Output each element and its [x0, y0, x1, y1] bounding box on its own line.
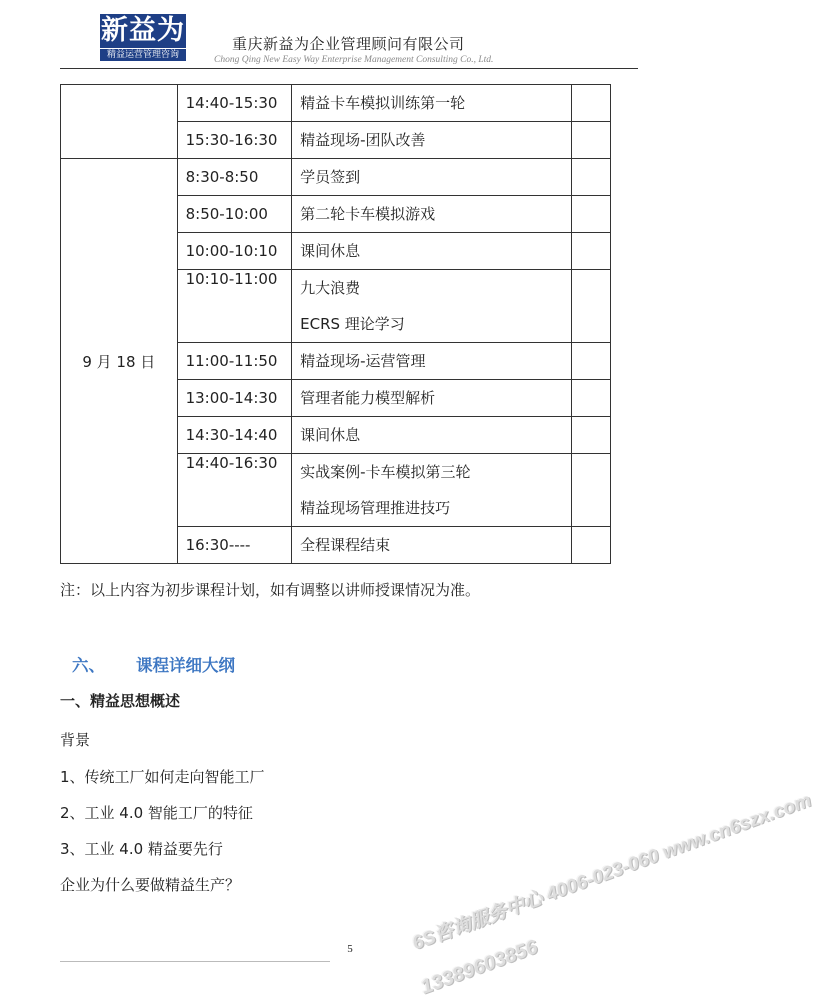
header-divider — [60, 68, 638, 69]
watermark-website: www.cn6szx.com — [659, 790, 815, 864]
time-cell: 14:40-16:30 — [177, 454, 292, 527]
time-cell: 16:30---- — [177, 527, 292, 564]
time-cell: 11:00-11:50 — [177, 343, 292, 380]
time-cell: 8:30-8:50 — [177, 159, 292, 196]
content-line: 课间休息 — [300, 242, 361, 260]
content-line: 全程课程结束 — [300, 536, 391, 554]
time-cell: 14:30-14:40 — [177, 417, 292, 454]
content-cell — [292, 122, 572, 159]
watermark-hotline: 6S咨询服务中心 4006-023-060 — [409, 845, 663, 955]
paragraph-item-1: 1、传统工厂如何走向智能工厂 — [60, 768, 265, 786]
time-cell: 10:10-11:00 — [177, 270, 292, 343]
paragraph-background: 背景 — [60, 731, 91, 749]
footer-divider — [60, 961, 330, 962]
content-cell — [292, 233, 572, 270]
section-heading — [72, 652, 235, 676]
section-number: 六、 — [72, 656, 105, 675]
content-line: ECRS 理论学习 — [300, 315, 405, 333]
date-cell — [61, 85, 178, 159]
paragraph-item-3: 3、工业 4.0 精益要先行 — [60, 840, 223, 858]
content-cell — [292, 527, 572, 564]
content-cell — [292, 196, 572, 233]
remark-cell — [571, 85, 610, 122]
time-cell: 13:00-14:30 — [177, 380, 292, 417]
content-line: 精益卡车模拟训练第一轮 — [300, 94, 466, 112]
remark-cell — [571, 159, 610, 196]
table-row — [61, 85, 611, 122]
watermark-phone: 13389603856 — [418, 936, 541, 999]
remark-cell — [571, 417, 610, 454]
company-logo — [100, 14, 186, 64]
content-line: 九大浪费 — [300, 279, 361, 297]
content-cell — [292, 343, 572, 380]
watermark-line-1 — [408, 785, 815, 955]
paragraph-item-2: 2、工业 4.0 智能工厂的特征 — [60, 804, 253, 822]
time-cell: 14:40-15:30 — [177, 85, 292, 122]
remark-cell — [571, 196, 610, 233]
content-line: 精益现场-运营管理 — [300, 352, 426, 370]
page-number: 5 — [347, 943, 353, 955]
content-cell — [292, 417, 572, 454]
content-line: 精益现场-团队改善 — [300, 131, 426, 149]
sub-heading: 一、精益思想概述 — [60, 692, 181, 710]
content-cell — [292, 454, 572, 527]
time-cell: 10:00-10:10 — [177, 233, 292, 270]
page-header — [0, 0, 700, 72]
content-cell — [292, 270, 572, 343]
remark-cell — [571, 233, 610, 270]
section-title-text: 课程详细大纲 — [136, 656, 235, 675]
content-line: 课间休息 — [300, 426, 361, 444]
company-name-cn: 重庆新益为企业管理顾问有限公司 — [232, 35, 465, 53]
date-cell: 9 月 18 日 — [61, 159, 178, 564]
remark-cell — [571, 270, 610, 343]
remark-cell — [571, 380, 610, 417]
content-line: 实战案例-卡车模拟第三轮 — [300, 463, 471, 481]
content-cell — [292, 380, 572, 417]
content-line: 第二轮卡车模拟游戏 — [300, 205, 436, 223]
remark-cell — [571, 527, 610, 564]
paragraph-question: 企业为什么要做精益生产？ — [60, 876, 241, 894]
content-cell — [292, 159, 572, 196]
company-name-en: Chong Qing New Easy Way Enterprise Management Consulting Co., Ltd. — [214, 55, 494, 65]
remark-cell — [571, 343, 610, 380]
time-cell: 15:30-16:30 — [177, 122, 292, 159]
time-cell: 8:50-10:00 — [177, 196, 292, 233]
schedule-note: 注：以上内容为初步课程计划，如有调整以讲师授课情况为准。 — [60, 581, 481, 599]
schedule-table — [60, 84, 611, 564]
content-line: 精益现场管理推进技巧 — [300, 499, 451, 517]
logo-sub-text: 精益运营管理咨询 — [100, 49, 186, 61]
remark-cell — [571, 454, 610, 527]
table-row — [61, 159, 611, 196]
logo-main-text: 新益为 — [101, 15, 185, 46]
remark-cell — [571, 122, 610, 159]
content-line: 学员签到 — [300, 168, 361, 186]
content-cell — [292, 85, 572, 122]
content-line: 管理者能力模型解析 — [300, 389, 436, 407]
schedule-body — [61, 85, 611, 564]
